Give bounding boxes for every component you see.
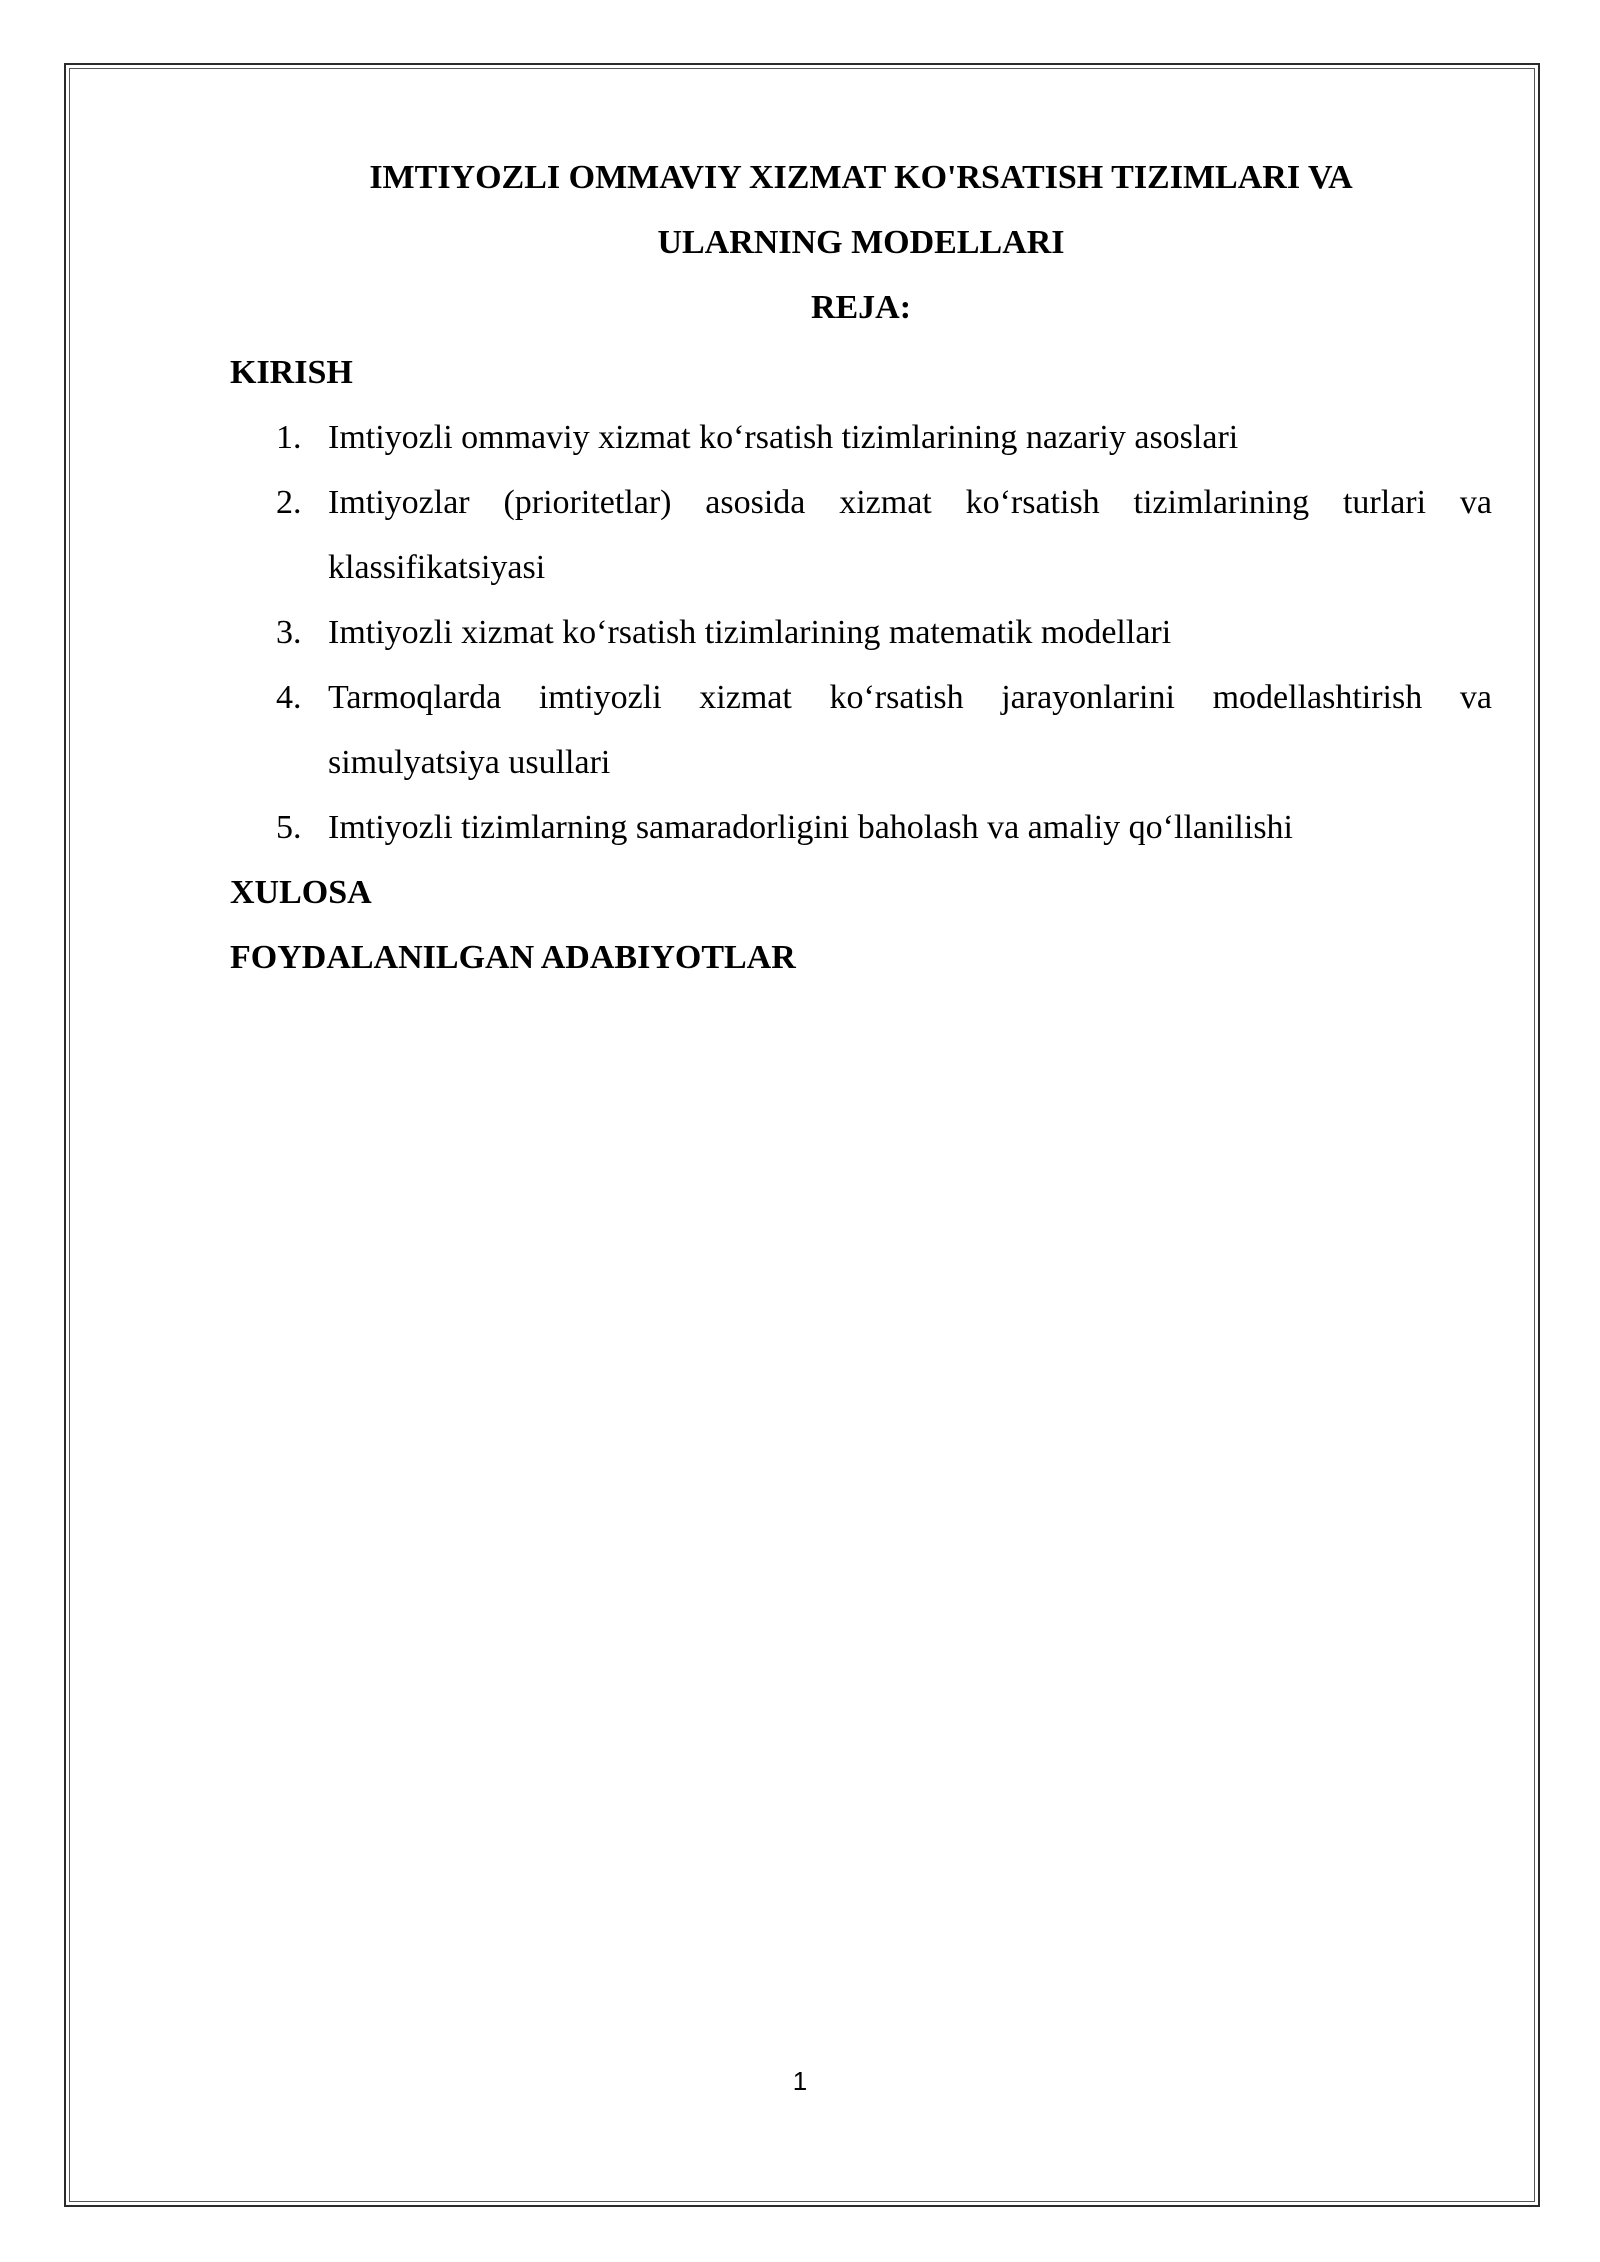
- plan-item-number: 2.: [276, 484, 302, 521]
- plan-item-number: 4.: [276, 679, 302, 716]
- plan-item: [230, 795, 1492, 860]
- plan-item: [230, 600, 1492, 665]
- conclusion-heading: XULOSA: [230, 874, 372, 911]
- plan-item-text: Imtiyozli ommaviy xizmat ko‘rsatish tizimlarining nazariy asoslari: [328, 419, 1239, 456]
- plan-item-number: 3.: [276, 614, 302, 651]
- plan-item: [230, 405, 1492, 470]
- references-heading: FOYDALANILGAN ADABIYOTLAR: [230, 939, 796, 976]
- plan-item-text: Tarmoqlarda imtiyozli xizmat ko‘rsatish jarayonlarini modellashtirish va simulyatsiya usullari: [328, 679, 1492, 781]
- document-title-line-2: ULARNING MODELLARI: [657, 224, 1065, 261]
- plan-item: [230, 470, 1492, 600]
- page-content: [230, 145, 1492, 990]
- page-number: 1: [792, 2066, 808, 2096]
- plan-list: [230, 405, 1492, 860]
- intro-heading: KIRISH: [230, 354, 353, 391]
- plan-heading: REJA:: [810, 289, 912, 326]
- plan-item: [230, 665, 1492, 795]
- document-title-line-1: IMTIYOZLI OMMAVIY XIZMAT KO'RSATISH TIZIMLARI VA: [369, 159, 1353, 196]
- plan-item-text: Imtiyozli tizimlarning samaradorligini baholash va amaliy qo‘llanilishi: [328, 809, 1293, 846]
- plan-item-number: 5.: [276, 809, 302, 846]
- plan-item-text: Imtiyozli xizmat ko‘rsatish tizimlarining matematik modellari: [328, 614, 1172, 651]
- plan-item-text: Imtiyozlar (prioritetlar) asosida xizmat ko‘rsatish tizimlarining turlari va klassifikatsiyasi: [328, 484, 1492, 586]
- plan-item-number: 1.: [276, 419, 302, 456]
